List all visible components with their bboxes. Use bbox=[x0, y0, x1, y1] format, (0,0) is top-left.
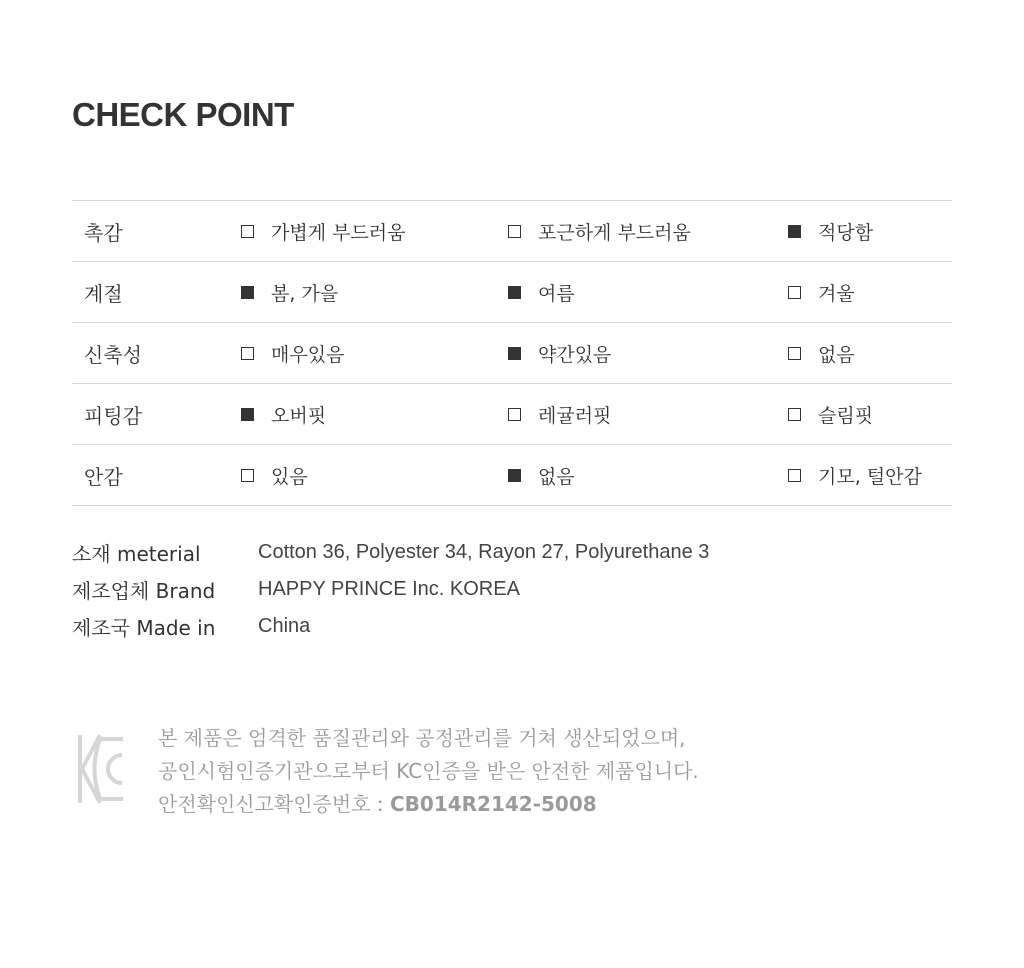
option-label: 있음 bbox=[271, 465, 308, 488]
product-info bbox=[72, 534, 709, 645]
check-option bbox=[788, 218, 873, 245]
option-label: 적당함 bbox=[818, 221, 874, 244]
notice-line: 공인시험인증기관으로부터 KC인증을 받은 안전한 제품입니다. bbox=[158, 759, 699, 783]
checkbox-icon bbox=[508, 408, 521, 421]
check-option bbox=[788, 462, 922, 489]
checkbox-icon bbox=[788, 225, 801, 238]
checkbox-icon bbox=[241, 225, 254, 238]
checkbox-icon bbox=[241, 286, 254, 299]
option-label: 매우있음 bbox=[271, 343, 345, 366]
cert-number: CB014R2142-5008 bbox=[389, 792, 597, 816]
checkbox-icon bbox=[241, 408, 254, 421]
check-option bbox=[788, 340, 855, 367]
info-key: 소재 meterial bbox=[72, 542, 201, 566]
info-key: 제조업체 Brand bbox=[72, 579, 216, 603]
option-label: 가볍게 부드러움 bbox=[271, 221, 406, 244]
check-point-table bbox=[72, 200, 952, 506]
check-row bbox=[72, 262, 952, 323]
option-label: 약간있음 bbox=[538, 343, 612, 366]
info-row bbox=[72, 571, 709, 608]
check-option bbox=[508, 462, 575, 489]
info-value: China bbox=[258, 615, 311, 637]
checkbox-icon bbox=[788, 469, 801, 482]
check-row bbox=[72, 445, 952, 506]
option-label: 봄, 가을 bbox=[271, 282, 339, 305]
option-label: 없음 bbox=[538, 465, 575, 488]
check-option bbox=[241, 340, 344, 367]
check-option bbox=[788, 401, 873, 428]
page-title: CHECK POINT bbox=[72, 96, 294, 133]
checkbox-icon bbox=[788, 347, 801, 360]
checkbox-icon bbox=[241, 469, 254, 482]
option-label: 없음 bbox=[818, 343, 855, 366]
checkbox-icon bbox=[508, 225, 521, 238]
check-option bbox=[788, 279, 855, 306]
check-row bbox=[72, 384, 952, 445]
check-option bbox=[508, 340, 611, 367]
check-option bbox=[508, 218, 691, 245]
checkbox-icon bbox=[508, 347, 521, 360]
checkbox-icon bbox=[788, 286, 801, 299]
checkbox-icon bbox=[788, 408, 801, 421]
checkbox-icon bbox=[508, 469, 521, 482]
info-value: HAPPY PRINCE Inc. KOREA bbox=[258, 578, 520, 600]
check-row bbox=[72, 323, 952, 384]
checkbox-icon bbox=[241, 347, 254, 360]
notice-line: 본 제품은 엄격한 품질관리와 공정관리를 거쳐 생산되었으며, bbox=[158, 726, 686, 750]
option-label: 기모, 털안감 bbox=[818, 465, 922, 488]
option-label: 겨울 bbox=[818, 282, 855, 305]
kc-certification-notice bbox=[158, 722, 699, 821]
row-label: 계절 bbox=[84, 281, 123, 306]
row-label: 안감 bbox=[84, 464, 123, 489]
check-option bbox=[241, 218, 406, 245]
checkbox-icon bbox=[508, 286, 521, 299]
check-row bbox=[72, 201, 952, 262]
notice-line bbox=[158, 788, 699, 821]
option-label: 포근하게 부드러움 bbox=[538, 221, 691, 244]
check-option bbox=[241, 462, 308, 489]
cert-label: 안전확인신고확인증번호 : bbox=[158, 792, 390, 816]
check-option bbox=[508, 401, 611, 428]
check-option bbox=[508, 279, 575, 306]
check-option bbox=[241, 279, 338, 306]
info-row bbox=[72, 608, 709, 645]
option-label: 여름 bbox=[538, 282, 575, 305]
option-label: 레귤러핏 bbox=[538, 404, 612, 427]
row-label: 피팅감 bbox=[84, 403, 142, 428]
option-label: 슬림핏 bbox=[818, 404, 874, 427]
info-value: Cotton 36, Polyester 34, Rayon 27, Polyurethane 3 bbox=[258, 541, 710, 563]
row-label: 촉감 bbox=[84, 220, 123, 245]
info-key: 제조국 Made in bbox=[72, 616, 216, 640]
check-option bbox=[241, 401, 326, 428]
row-label: 신축성 bbox=[84, 342, 142, 367]
info-row bbox=[72, 534, 709, 571]
kc-mark-icon bbox=[76, 733, 126, 805]
option-label: 오버핏 bbox=[271, 404, 327, 427]
